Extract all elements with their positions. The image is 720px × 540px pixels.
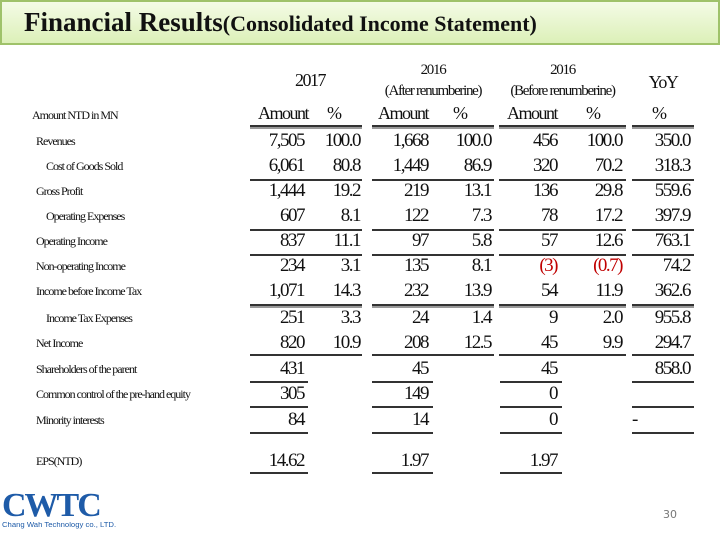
row-label: Gross Profit — [36, 184, 83, 198]
table-cell: 86.9 — [463, 155, 491, 176]
unit-label: Amount NTD in MN — [32, 108, 118, 122]
table-cell: 362.6 — [654, 280, 690, 301]
header-2016-after-note: (After renumberine) — [384, 83, 482, 99]
table-cell: 149 — [404, 383, 428, 404]
table-cell: 45 — [541, 358, 557, 379]
table-cell: - — [632, 409, 637, 430]
table-cell: 136 — [533, 180, 557, 201]
row-label: Non-operating Income — [36, 259, 125, 273]
header-2016-before-note: (Before renumberine) — [510, 83, 615, 99]
column-header-amount: Amount — [507, 103, 558, 123]
table-cell: 607 — [280, 205, 304, 226]
table-rule — [632, 432, 694, 434]
table-cell: 0 — [549, 409, 557, 430]
page-number: 30 — [663, 508, 677, 521]
table-cell: 11.1 — [333, 230, 360, 251]
table-cell: 1,449 — [392, 155, 428, 176]
table-cell: 100.0 — [586, 130, 622, 151]
table-cell: 320 — [533, 155, 557, 176]
table-cell: 350.0 — [654, 130, 690, 151]
table-cell: 305 — [280, 383, 304, 404]
table-cell: 13.9 — [463, 280, 491, 301]
table-cell: 219 — [404, 180, 428, 201]
company-logo: CWTC Chang Wah Technology co., LTD. — [2, 487, 117, 529]
table-rule — [500, 472, 562, 474]
table-cell: 397.9 — [654, 205, 690, 226]
table-cell: 13.1 — [463, 180, 491, 201]
table-cell: 1,668 — [392, 130, 428, 151]
table-cell: 9.9 — [602, 332, 622, 353]
table-cell: 7.3 — [471, 205, 491, 226]
table-cell: (3) — [539, 255, 557, 276]
table-cell: 234 — [280, 255, 304, 276]
table-cell: 54 — [541, 280, 557, 301]
table-cell: 955.8 — [654, 307, 690, 328]
table-cell: 9 — [549, 307, 557, 328]
table-rule — [372, 125, 494, 129]
row-label: Operating Expenses — [46, 209, 125, 223]
table-rule — [632, 406, 694, 408]
table-rule — [250, 406, 308, 408]
header-2016-after: 2016 — [420, 62, 446, 78]
table-rule — [499, 125, 626, 129]
row-label: Minority interests — [36, 413, 104, 427]
row-label: Operating Income — [36, 234, 107, 248]
table-cell: 80.8 — [332, 155, 360, 176]
table-cell: 57 — [541, 230, 557, 251]
column-header-amount: Amount — [378, 103, 429, 123]
table-cell: 8.1 — [471, 255, 491, 276]
table-cell: 14.3 — [332, 280, 360, 301]
table-cell: 135 — [404, 255, 428, 276]
table-rule — [372, 432, 433, 434]
table-cell: 100.0 — [324, 130, 360, 151]
column-header-pct: % — [652, 103, 666, 123]
row-label: Net Income — [36, 336, 83, 350]
table-cell: 318.3 — [654, 155, 690, 176]
column-header-pct: % — [586, 103, 600, 123]
table-cell: 6,061 — [268, 155, 304, 176]
table-cell: 763.1 — [654, 230, 690, 251]
table-rule — [499, 354, 626, 356]
row-label: Income before Income Tax — [36, 284, 142, 298]
row-label: Revenues — [36, 134, 75, 148]
table-cell: 456 — [533, 130, 557, 151]
table-rule — [250, 472, 308, 474]
table-rule — [250, 354, 362, 356]
table-rule — [250, 432, 308, 434]
row-label: Shareholders of the parent — [36, 362, 137, 376]
column-header-pct: % — [327, 103, 341, 123]
table-cell: 17.2 — [594, 205, 622, 226]
table-cell: 12.6 — [594, 230, 622, 251]
table-rule — [632, 354, 694, 356]
table-cell: 2.0 — [602, 307, 622, 328]
row-label: Common control of the pre-hand equity — [36, 387, 190, 401]
table-cell: 820 — [280, 332, 304, 353]
table-cell: 858.0 — [654, 358, 690, 379]
table-cell: 7,505 — [268, 130, 304, 151]
table-cell: 19.2 — [332, 180, 360, 201]
table-cell: 1.4 — [471, 307, 491, 328]
table-cell: 11.9 — [595, 280, 622, 301]
table-cell: 45 — [412, 358, 428, 379]
table-cell: 122 — [404, 205, 428, 226]
table-cell: 3.1 — [340, 255, 360, 276]
column-header-amount: Amount — [258, 103, 309, 123]
table-cell: (0.7) — [593, 255, 622, 276]
slide-title: Financial Results — [24, 7, 223, 37]
table-cell: 431 — [280, 358, 304, 379]
table-rule — [250, 125, 362, 129]
table-cell: 24 — [412, 307, 428, 328]
table-rule — [372, 406, 433, 408]
column-header-pct: % — [453, 103, 467, 123]
table-cell: 1,444 — [268, 180, 304, 201]
table-cell: 78 — [541, 205, 557, 226]
table-cell: 8.1 — [340, 205, 360, 226]
table-cell: 294.7 — [654, 332, 690, 353]
table-cell: 251 — [280, 307, 304, 328]
table-cell: 70.2 — [594, 155, 622, 176]
table-cell: 559.6 — [654, 180, 690, 201]
table-cell: 837 — [280, 230, 304, 251]
row-label: Income Tax Expenses — [46, 311, 132, 325]
header-2017: 2017 — [295, 70, 325, 90]
table-rule — [372, 354, 494, 356]
table-cell: 14.62 — [268, 450, 304, 471]
table-cell: 1.97 — [529, 450, 557, 471]
slide-subtitle: (Consolidated Income Statement) — [222, 11, 537, 36]
table-cell: 5.8 — [471, 230, 491, 251]
table-cell: 74.2 — [662, 255, 690, 276]
table-cell: 29.8 — [594, 180, 622, 201]
table-cell: 10.9 — [332, 332, 360, 353]
table-cell: 97 — [412, 230, 428, 251]
header-yoy: YoY — [648, 72, 678, 92]
table-cell: 12.5 — [463, 332, 491, 353]
row-label: Cost of Goods Sold — [46, 159, 123, 173]
table-cell: 1.97 — [400, 450, 428, 471]
table-rule — [500, 406, 562, 408]
slide-title-bar — [0, 0, 720, 45]
header-2016-before: 2016 — [550, 62, 575, 78]
row-label: EPS(NTD) — [36, 454, 82, 468]
table-cell: 84 — [288, 409, 304, 430]
table-rule — [632, 381, 694, 383]
table-cell: 232 — [404, 280, 428, 301]
table-rule — [500, 432, 562, 434]
table-rule — [372, 472, 433, 474]
table-cell: 0 — [549, 383, 557, 404]
table-cell: 1,071 — [268, 280, 304, 301]
table-rule — [632, 125, 694, 129]
table-cell: 3.3 — [340, 307, 360, 328]
table-cell: 208 — [404, 332, 428, 353]
table-cell: 45 — [541, 332, 557, 353]
table-cell: 14 — [412, 409, 428, 430]
table-cell: 100.0 — [455, 130, 491, 151]
